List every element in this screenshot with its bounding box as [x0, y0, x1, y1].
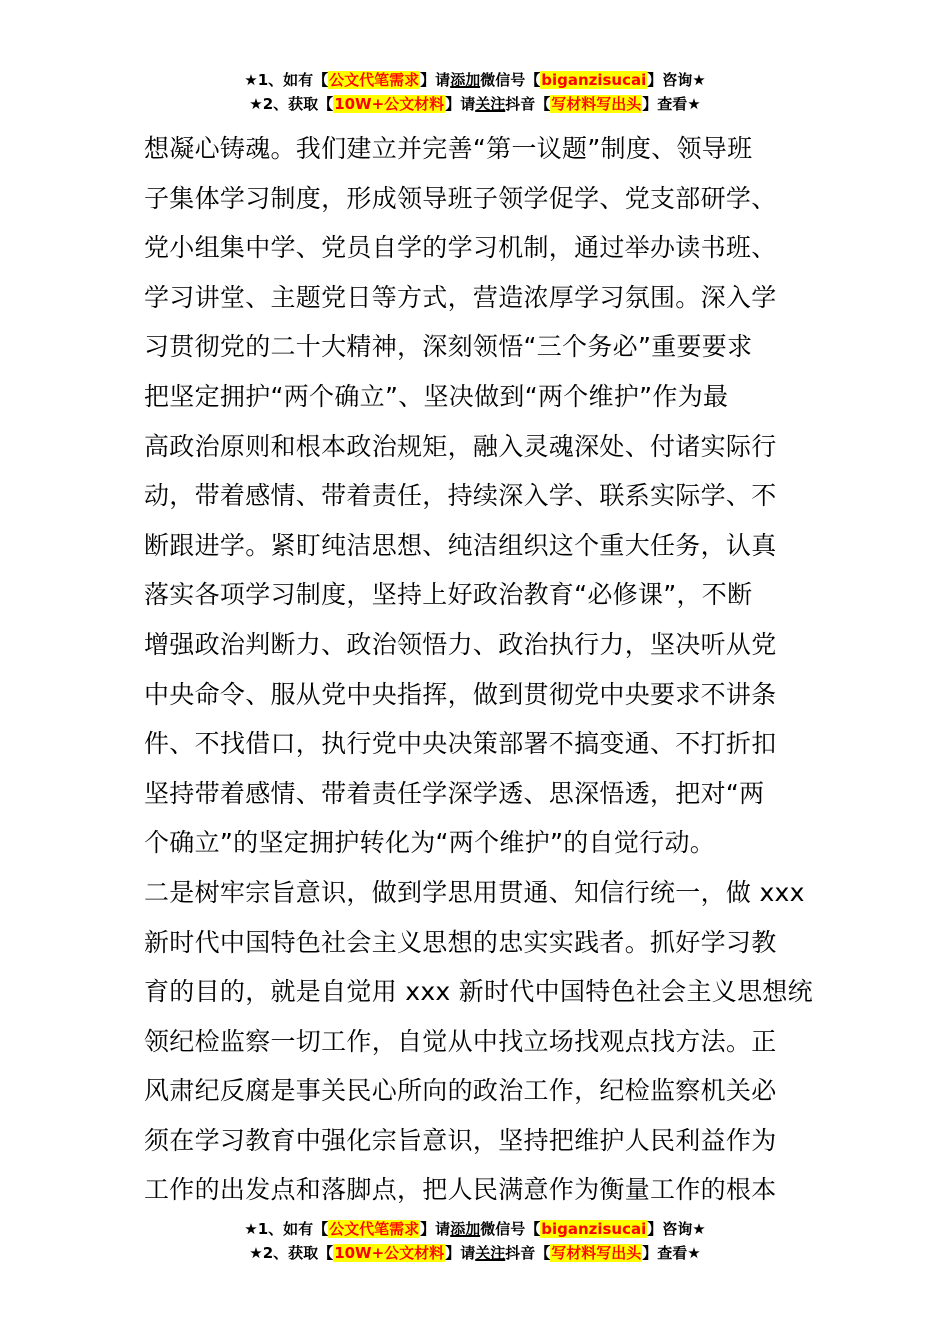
body-line: 子集体学习制度，形成领导班子领学促学、党支部研学、 — [144, 183, 777, 213]
body-line: 个确立”的坚定拥护转化为“两个维护”的自觉行动。 — [144, 828, 716, 858]
highlight-materials: 10W+公文材料 — [334, 1244, 445, 1262]
body-line: 风肃纪反腐是事关民心所向的政治工作，纪检监察机关必 — [144, 1076, 777, 1106]
banner-text: 】查看★ — [642, 1244, 701, 1262]
body-line: 坚持带着感情、带着责任学深学透、思深悟透，把对“两 — [144, 778, 765, 808]
banner-text: 】请 — [445, 1244, 476, 1262]
banner-text: ★1、如有【 — [244, 1220, 329, 1238]
banner-text: 微信号【 — [480, 1220, 541, 1238]
body-line: 党小组集中学、党员自学的学习机制，通过举办读书班、 — [144, 233, 777, 263]
highlight-douyin-name: 写材料写出头 — [551, 1244, 642, 1262]
banner-text: ★1、如有【 — [244, 71, 329, 89]
body-line: 须在学习教育中强化宗旨意识，坚持把维护人民利益作为 — [144, 1125, 777, 1155]
body-line: 增强政治判断力、政治领悟力、政治执行力，坚决听从党 — [144, 629, 777, 659]
banner-text: 抖音【 — [505, 95, 551, 113]
highlight-douyin-name: 写材料写出头 — [551, 95, 642, 113]
body-line: 新时代中国特色社会主义思想的忠实实践者。抓好学习教 — [144, 927, 777, 957]
highlight-service: 公文代笔需求 — [329, 71, 420, 89]
body-line: 领纪检监察一切工作，自觉从中找立场找观点找方法。正 — [144, 1026, 777, 1056]
banner-text: 】请 — [445, 95, 476, 113]
highlight-service: 公文代笔需求 — [329, 1220, 420, 1238]
banner-line-2 — [0, 1241, 950, 1265]
banner-text: 】请 — [420, 1220, 451, 1238]
body-line: 中央命令、服从党中央指挥，做到贯彻党中央要求不讲条 — [144, 679, 777, 709]
document-body — [144, 124, 814, 1215]
banner-line-1 — [0, 1217, 950, 1241]
body-line: 学习讲堂、主题党日等方式，营造浓厚学习氛围。深入学 — [144, 282, 777, 312]
banner-text: 】咨询★ — [647, 1220, 706, 1238]
body-line: 工作的出发点和落脚点，把人民满意作为衡量工作的根本 — [144, 1175, 777, 1205]
banner-text: 】查看★ — [642, 95, 701, 113]
underline-add: 添加 — [450, 1220, 481, 1238]
underline-follow: 关注 — [475, 1244, 506, 1262]
highlight-wechat-id: biganzisucai — [541, 1220, 647, 1238]
body-line: 想凝心铸魂。我们建立并完善“第一议题”制度、领导班 — [144, 134, 753, 163]
body-line: 落实各项学习制度，坚持上好政治教育“必修课”，不断 — [144, 580, 753, 610]
footer-banner — [0, 1217, 950, 1265]
body-line: 把坚定拥护“两个确立”、坚决做到“两个维护”作为最 — [144, 381, 729, 411]
banner-line-1 — [0, 68, 950, 92]
body-line: 习贯彻党的二十大精神，深刻领悟“三个务必”重要要求 — [144, 332, 753, 362]
banner-text: 】咨询★ — [647, 71, 706, 89]
body-line: 育的目的，就是自觉用 xxx 新时代中国特色社会主义思想统 — [144, 977, 813, 1007]
highlight-wechat-id: biganzisucai — [541, 71, 647, 89]
banner-text: 微信号【 — [480, 71, 541, 89]
body-line: 高政治原则和根本政治规矩，融入灵魂深处、付诸实际行 — [144, 431, 777, 461]
banner-text: 】请 — [420, 71, 451, 89]
body-line: 动，带着感情、带着责任，持续深入学、联系实际学、不 — [144, 481, 777, 511]
banner-text: 抖音【 — [505, 1244, 551, 1262]
body-line: 断跟进学。紧盯纯洁思想、纯洁组织这个重大任务，认真 — [144, 530, 777, 560]
body-line: 件、不找借口，执行党中央决策部署不搞变通、不打折扣 — [144, 729, 777, 759]
underline-follow: 关注 — [475, 95, 506, 113]
header-banner — [0, 68, 950, 116]
banner-line-2 — [0, 92, 950, 116]
body-line: 二是树牢宗旨意识，做到学思用贯通、知信行统一，做 xxx — [144, 877, 805, 907]
underline-add: 添加 — [450, 71, 481, 89]
banner-text: ★2、获取【 — [249, 1244, 334, 1262]
banner-text: ★2、获取【 — [249, 95, 334, 113]
highlight-materials: 10W+公文材料 — [334, 95, 445, 113]
